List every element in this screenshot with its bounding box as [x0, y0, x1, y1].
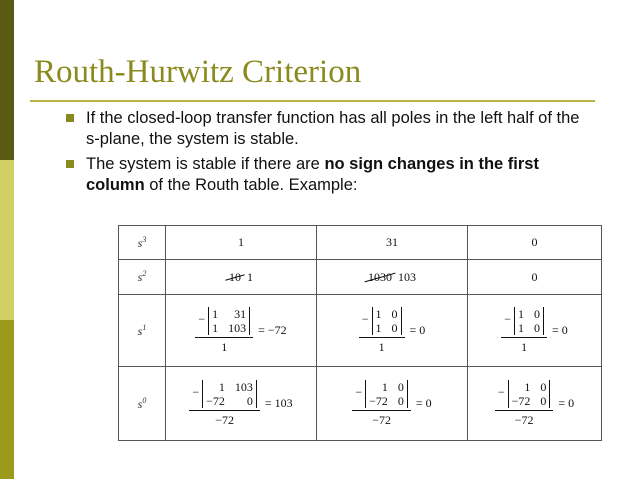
routh-cell: 0 [468, 226, 602, 260]
denominator: 1 [378, 339, 385, 354]
determinant-expression: − 1 0 −72 0 −72 = 0 [352, 380, 431, 428]
row-label-s1: $s^1$ [119, 295, 166, 367]
struck-value: 1030 [368, 269, 392, 284]
determinant: 1 31 1 103 [208, 307, 250, 335]
routh-row-s2 [119, 260, 602, 295]
result: = 0 [558, 396, 575, 410]
routh-row-s3 [119, 226, 602, 260]
routh-row-s0 [119, 367, 602, 441]
row-label-s2: $s^2$ [119, 260, 166, 295]
routh-cell [317, 295, 468, 367]
result: = 0 [415, 396, 432, 410]
bullet-text: If the closed-loop transfer function has all poles in the left half of the s-plane, the system is stable. [86, 109, 580, 148]
routh-cell: 31 [317, 226, 468, 260]
sidebar-bar-light [0, 160, 14, 320]
result: = −72 [258, 323, 287, 337]
routh-cell: 1 [166, 226, 317, 260]
determinant-expression: − 1 0 1 0 1 = 0 [501, 307, 568, 355]
determinant-expression: − 1 0 1 0 1 = 0 [359, 307, 426, 355]
routh-row-s1 [119, 295, 602, 367]
determinant-expression: − 1 103 −72 0 −72 = 103 [189, 380, 292, 428]
slide-title: Routh-Hurwitz Criterion [34, 54, 362, 90]
bullet-text-bold: no sign changes in the first column [86, 155, 539, 194]
routh-cell [468, 260, 602, 295]
denominator: 1 [521, 339, 528, 354]
determinant: 1 0 1 0 [372, 307, 402, 335]
bullet-list [64, 108, 584, 200]
result: = 0 [552, 323, 568, 337]
sidebar-bar-dark [0, 0, 14, 160]
bullet-item [64, 108, 584, 150]
determinant-expression: − 1 31 1 103 1 = −72 [195, 307, 286, 355]
routh-cell [166, 367, 317, 441]
determinant: 1 0 −72 0 [508, 380, 551, 408]
denominator: −72 [372, 412, 391, 427]
struck-value: 10 [229, 269, 241, 284]
result: = 0 [409, 323, 426, 337]
routh-cell [317, 367, 468, 441]
routh-cell [468, 295, 602, 367]
determinant: 1 103 −72 0 [202, 380, 257, 408]
result: = 103 [264, 396, 293, 410]
cell-value: 103 [398, 269, 416, 284]
row-label-s0: $s^0$ [119, 367, 166, 441]
determinant-expression: − 1 0 −72 0 −72 = 0 [495, 380, 574, 428]
bullet-square-icon [66, 114, 74, 122]
denominator: −72 [215, 412, 234, 427]
determinant: 1 0 1 0 [514, 307, 544, 335]
routh-cell [468, 367, 602, 441]
bullet-text-after: of the Routh table. Example: [144, 176, 358, 194]
cell-value: 0 [531, 269, 538, 284]
routh-cell [166, 295, 317, 367]
bullet-square-icon [66, 160, 74, 168]
title-underline [30, 100, 595, 102]
determinant: 1 0 −72 0 [365, 380, 408, 408]
cell-value: 1 [247, 269, 253, 284]
denominator: 1 [221, 339, 228, 354]
denominator: −72 [514, 412, 534, 427]
routh-cell [317, 260, 468, 295]
bullet-text-before: The system is stable if there are [86, 155, 325, 173]
routh-table [118, 225, 602, 441]
row-label-s3: $s^3$ [119, 226, 166, 260]
routh-cell [166, 260, 317, 295]
sidebar-bar-olive [0, 320, 14, 479]
bullet-item [64, 154, 584, 196]
